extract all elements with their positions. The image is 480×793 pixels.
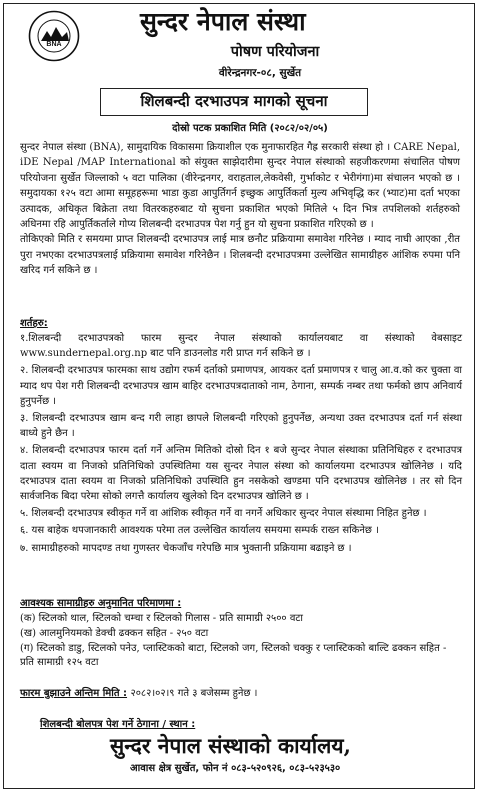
deadline-label: फारम बुझाउने अन्तिम मिति : [20, 688, 128, 699]
notice-title: शिलबन्दी दरभाउपत्र मागको सूचना [100, 88, 368, 116]
term-item: १.शिलबन्दी दरभाउपत्रको फारम सुन्दर नेपाल संस्थाको कार्यालयबाट वा संस्थाको वेबसाइट www.sundernepal.org.np बाट पनि डाउनलोड गरी प्राप्त गर्न सकिने छ । [20, 333, 462, 360]
terms-title: शर्तहरु: [20, 318, 48, 329]
organization-address: वीरेन्द्रनगर-०८, सुर्खेत [218, 67, 302, 79]
deadline [20, 687, 462, 701]
organization-name: सुन्दर नेपाल संस्था [140, 7, 306, 36]
deadline-value: २०८२।०२।९ गते ३ बजेसम्म हुनेछ । [130, 688, 258, 699]
term-item: ३. शिलबन्दी दरभाउपत्र खाम बन्द गरी लाहा छापले शिलबन्दी गरिएको हुनुपर्नेछ, अन्यथा उक्त दरभाउपत्र दर्ता गर्न संस्था बाध्ये हुने छैन । [20, 413, 462, 440]
material-item: (ग) स्टिलको डाडु, स्टिलको पनेउ, प्लास्टिकको बाटा, स्टिलको जग, स्टिलको चक्कु र प्लास्टिकको बाल्टि ढक्कन सहित - प्रति सामाग्री १२५ वटा [20, 643, 447, 668]
terms-list [20, 331, 462, 558]
office-name: सुन्दर नेपाल संस्थाको कार्यालय, [110, 733, 351, 758]
materials-list [20, 612, 462, 671]
logo-text: BNA [46, 41, 62, 48]
submission-label: शिलबन्दी बोलपत्र पेश गर्ने ठेगाना / स्थान : [40, 719, 196, 730]
term-item: ४. शिलबन्दी दरभाउपत्र फारम दर्ता गर्ने अन्तिम मितिको दोस्रो दिन १ बजे सुन्दर नेपाल संस्थाका प्रतिनिधिहरु र दरभाउपत्र दाता स्वयम वा निजको प्रतिनिधिको उपस्थितिमा यस सुन्दर नेपाल संस्था को कार्यालयमा दरभाउपत्र खोलिनेछ । यदि दरभाउपत्र दाता स्वयम वा निजको प्रतिनिधिको उपस्थिति हुन नसकेको खण्डमा पनि दरभाउपत्र खोलिनेछ । तर सो दिन सार्वजनिक बिदा परेमा सोको लगत्तै कार्यालय खुलेको दिन दरभाउपत्र खोलिने छ । [20, 445, 462, 503]
publication-date: दोस्रो पटक प्रकाशित मिति (२०८२/०२/०५) [172, 123, 328, 134]
organization-logo [28, 10, 80, 62]
office-address: आवास क्षेत्र सुर्खेत, फोन नं ०८३-५२०९२६, ०८३-५२३५३० [130, 763, 341, 774]
project-name: पोषण परियोजना [230, 44, 320, 60]
intro-paragraph: तोकिएको मिति र समयमा प्राप्त शिलबन्दी दरभाउपत्र लाई मात्र छनौट प्रक्रियामा समावेश गरिनेछ । म्याद नाघी आएका ,रीत पुरा नभएका दरभाउपत्रलाई प्रक्रियामा समावेश गरिनेछैन । शिलबन्दी दरभाउपत्रमा उल्लेखित सामाग्रीहरु आंशिक रुपमा पनि खरिद गर्न सकिने छ । [20, 234, 460, 277]
term-item: ५. शिलबन्दी दरभाउपत्र स्वीकृत गर्ने वा आंशिक स्वीकृत गर्ने वा नगर्ने अधिकार सुन्दर नेपाल संस्थामा निहित हुनेछ । [20, 508, 427, 520]
materials-title: आवश्यक सामाग्रीहरु अनुमानित परिमाणमा : [20, 598, 182, 609]
intro-paragraph: सुन्दर नेपाल संस्था (BNA), सामुदायिक विकासमा क्रियाशील एक मुनाफारहित गैह्र सरकारी संस्था हो । CARE Nepal, iDE Nepal /MAP International को संयुक्त साझेदारीमा सुन्दर नेपाल संस्थाको सहजीकरणमा संचालित पोषण परियोजना सुर्खेत जिल्लाको ५ वटा पालिका (वीरेन्द्रनगर, वराहताल,लेकवेसी, गुर्भाकोट र भेरीगंगा)मा संचालन भएको छ । समुदायका १२५ वटा आमा समूहहरूमा भाडा कुडा आपुर्तिगर्न इच्छुक आपुर्तिकर्ता मुल्य अभिवृद्धि कर (भ्याट)मा दर्ता भएका उत्पादक, अधिकृत बिक्रेता तथा वितरकहरुबाट यो सुचना प्रकाशित भएको मितिले ५ दिन भित्र तपशिलको शर्तहरुको अधिनमा रहि आपुर्तिकर्ताले गोप्य शिलबन्दी दरभाउपत्र पेश गर्नु हुन यो सुचना प्रकाशित गरिएको छ । [20, 142, 460, 231]
material-item: (क) स्टिलको थाल, स्टिलको चम्चा र स्टिलको गिलास - प्रति सामाग्री २५०० वटा [20, 613, 304, 624]
term-item: २. शिलबन्दी दरभाउपत्र फारमका साथ उद्योग रफर्म दर्ताको प्रमाणपत्र, आयकर दर्ता प्रमाणपत्र र चालु आ.व.को कर चुक्ता वा म्याद थप पेश गरी शिलबन्दी दरभाउपत्र खाम बाहिर दरभाउपत्रदाताको नाम, ठेगाना, सम्पर्क नम्बर तथा फर्मको छाप अनिवार्य हुनुपर्नेछ । [20, 365, 462, 407]
material-item: (ख) आलमुनियमको डेक्ची ढक्कन सहित - २५० वटा [20, 628, 209, 639]
term-item: ६. यस बाहेक थपजानकारी आवश्यक परेमा तल उल्लेखित कार्यालय समयमा सम्पर्क राख्न सकिनेछ । [20, 525, 379, 537]
intro-text [20, 140, 460, 279]
term-item: ७. सामाग्रीहरुको मापदण्ड तथा गुणस्तर चेकजाँच गरेपछि मात्र भुक्तानी प्रक्रियामा बढाइने छ । [20, 542, 352, 554]
